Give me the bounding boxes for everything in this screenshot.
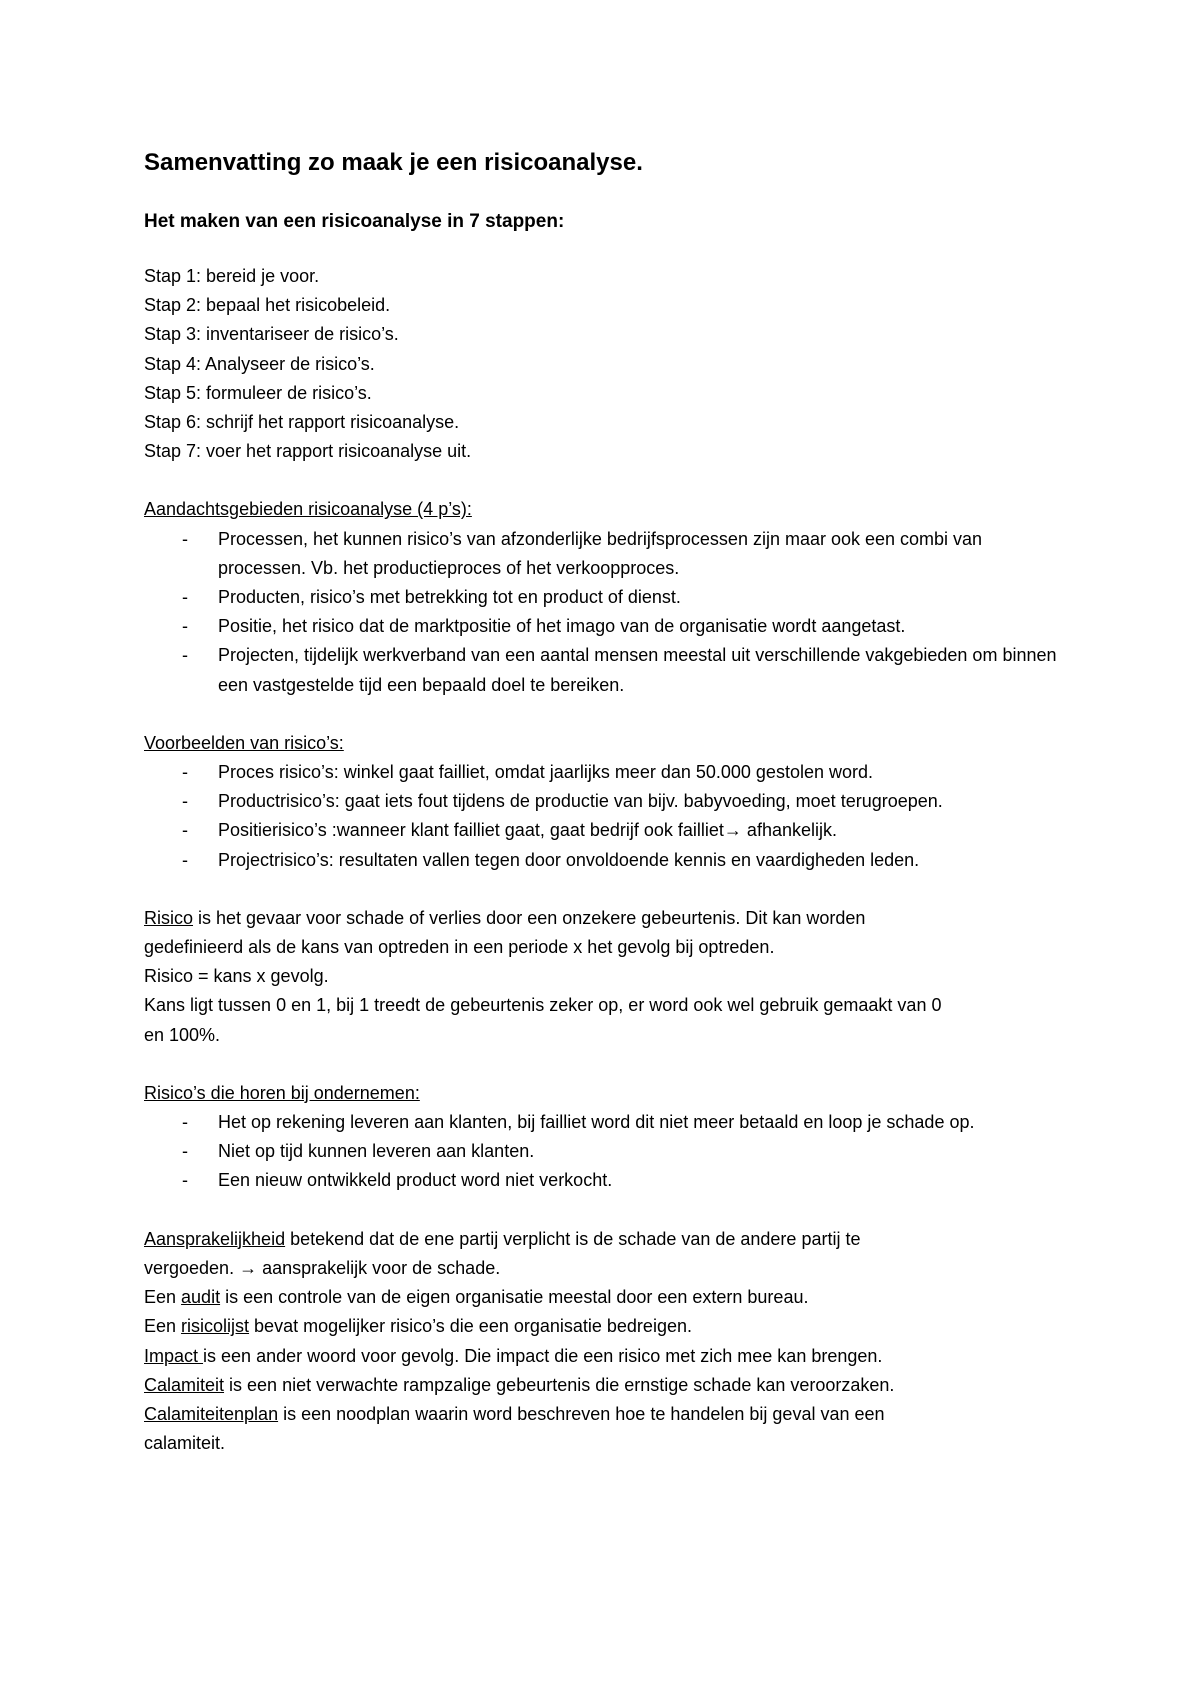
step-item: Stap 4: Analyseer de risico’s.: [144, 353, 375, 374]
paragraph-line: Kans ligt tussen 0 en 1, bij 1 treedt de gebeurtenis zeker op, er word ook wel gebruik gemaakt van 0: [144, 995, 942, 1016]
voorbeelden-heading: Voorbeelden van risico’s:: [144, 732, 344, 753]
formula-line: Risico = kans x gevolg.: [144, 966, 329, 987]
list-item: - Positierisico’s :wanneer klant failliet gaat, gaat bedrijf ook failliet→ afhankelijk.: [182, 820, 837, 841]
document-title: Samenvatting zo maak je een risicoanalyse.: [144, 149, 643, 176]
impact-term: Impact: [144, 1345, 204, 1366]
ondernemen-heading: Risico’s die horen bij ondernemen:: [144, 1082, 420, 1103]
document-page: [144, 146, 1074, 1458]
list-item: - Niet op tijd kunnen leveren aan klanten.: [182, 1141, 535, 1162]
risico-term: Risico: [144, 907, 194, 928]
voorbeelden-list: [144, 758, 1074, 875]
aandacht-heading: Aandachtsgebieden risicoanalyse (4 p’s):: [144, 499, 472, 520]
list-item: - Processen, het kunnen risico’s van afzonderlijke bedrijfsprocessen zijn maar ook een combi van processen. Vb. het productieproces of het verkoopproces.: [182, 528, 983, 578]
step-item: Stap 3: inventariseer de risico’s.: [144, 324, 399, 345]
risico-section: Risico is het gevaar voor schade of verlies door een onzekere gebeurtenis. Dit kan worden gedefinieerd als de kans van optreden in een periode x het gevolg bij optreden. Risico = kans x gevolg. Kans ligt tussen 0 en 1, bij 1 treedt de gebeurtenis zeker op, er word ook wel gebruik gemaakt van 0 en 100%.: [144, 904, 1074, 1050]
voorbeelden-section: [144, 729, 1074, 875]
step-item: Stap 7: voer het rapport risicoanalyse uit.: [144, 441, 472, 462]
definitions-section: Aansprakelijkheid betekend dat de ene partij verplicht is de schade van de andere partij te vergoeden. → aansprakelijk voor de schade. Een audit is een controle van de eigen organisatie meestal door een extern bureau. Een risicolijst bevat mogelijker risico’s die een organisatie bedreigen. Impact is een ander woord voor gevolg. Die impact die een risico met zich mee kan brengen. Calamiteit is een niet verwachte rampzalige gebeurtenis die ernstige schade kan veroorzaken. Calamiteitenplan is een noodplan waarin word beschreven hoe te handelen bij geval van een calamiteit.: [144, 1225, 1074, 1459]
audit-term: audit: [181, 1287, 221, 1308]
ondernemen-section: [144, 1079, 1074, 1196]
step-item: Stap 6: schrijf het rapport risicoanalyse.: [144, 412, 460, 433]
list-item: - Projecten, tijdelijk werkverband van een aantal mensen meestal uit verschillende vakgebieden om binnen een vastgestelde tijd een bepaald doel te bereiken.: [182, 645, 1057, 695]
step-item: Stap 1: bereid je voor.: [144, 266, 320, 286]
list-item: - Projectrisico’s: resultaten vallen tegen door onvoldoende kennis en vaardigheden leden.: [182, 849, 920, 870]
calamiteitenplan-term: Calamiteitenplan: [144, 1403, 279, 1424]
calamiteit-term: Calamiteit: [144, 1374, 225, 1395]
list-item: - Positie, het risico dat de marktpositie of het imago van de organisatie wordt aangetast.: [182, 616, 906, 637]
paragraph-line: calamiteit.: [144, 1433, 226, 1454]
paragraph-line: gedefinieerd als de kans van optreden in een periode x het gevolg bij optreden.: [144, 937, 775, 958]
aandacht-list: [144, 525, 1074, 700]
list-item: - Productrisico’s: gaat iets fout tijdens de productie van bijv. babyvoeding, moet terugroepen.: [182, 791, 943, 812]
list-item: - Proces risico’s: winkel gaat failliet, omdat jaarlijks meer dan 50.000 gestolen word.: [182, 762, 873, 783]
aandacht-section: [144, 495, 1074, 699]
steps-list: [144, 262, 1074, 466]
step-item: Stap 2: bepaal het risicobeleid.: [144, 295, 391, 316]
aansprakelijkheid-term: Aansprakelijkheid: [144, 1228, 286, 1249]
list-item: - Het op rekening leveren aan klanten, bij failliet word dit niet meer betaald en loop je schade op.: [182, 1112, 975, 1133]
paragraph-line: en 100%.: [144, 1024, 221, 1045]
paragraph-line: vergoeden. → aansprakelijk voor de schade.: [144, 1257, 501, 1278]
list-item: - Een nieuw ontwikkeld product word niet verkocht.: [182, 1170, 613, 1191]
risicolijst-term: risicolijst: [181, 1316, 250, 1337]
ondernemen-list: [144, 1108, 1074, 1196]
section-subtitle: Het maken van een risicoanalyse in 7 stappen:: [144, 211, 565, 232]
list-item: - Producten, risico’s met betrekking tot en product of dienst.: [182, 587, 681, 608]
step-item: Stap 5: formuleer de risico’s.: [144, 382, 372, 403]
